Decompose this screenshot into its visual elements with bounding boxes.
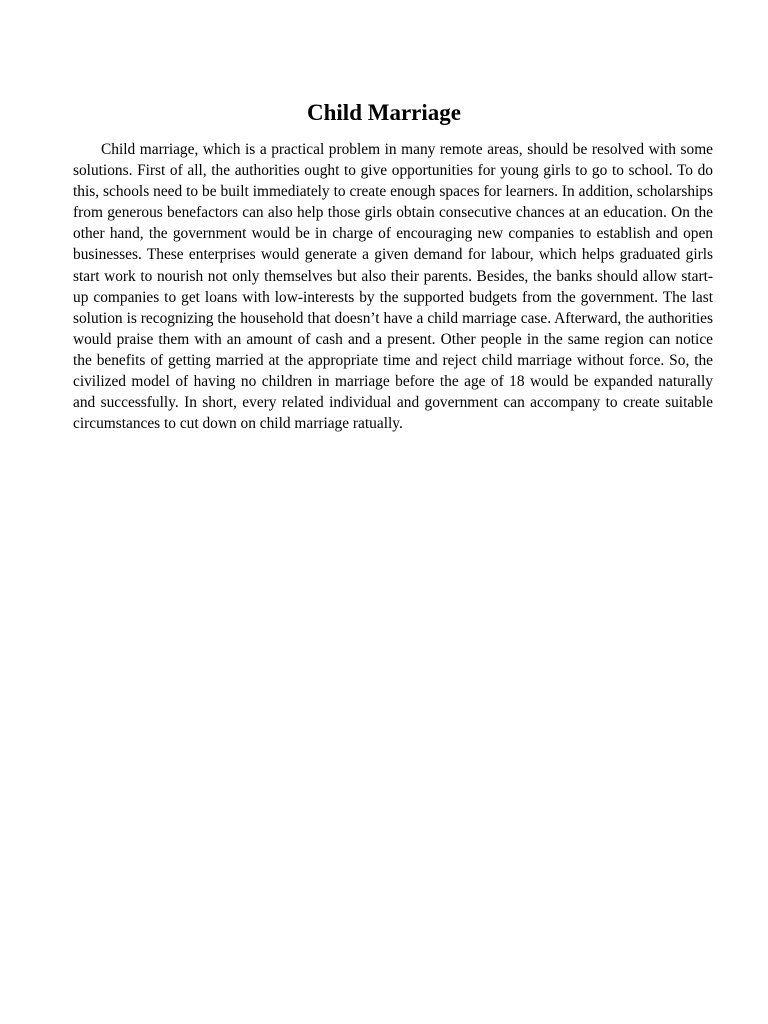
- document-title: Child Marriage: [307, 100, 461, 125]
- essay-paragraph: Child marriage, which is a practical problem in many remote areas, should be resolved with some solutions. First of all, the authorities ought to give opportunities for young girls to go to school. To do this, schools need to be built immediately to create enough spaces for learners. In addition, scholarships from generous benefactors can also help those girls obtain consecutive chances at an education. On the other hand, the government would be in charge of encouraging new companies to establish and open businesses. These enterprises would generate a given demand for labour, which helps graduated girls start work to nourish not only themselves but also their parents. Besides, the banks should allow start-up companies to get loans with low-interests by the supported budgets from the government. The last solution is recognizing the household that doesn’t have a child marriage case. Afterward, the authorities would praise them with an amount of cash and a present. Other people in the same region can notice the benefits of getting married at the appropriate time and reject child marriage without force. So, the civilized model of having no children in marriage before the age of 18 would be expanded naturally and successfully. In short, every related individual and government can accompany to create suitable circumstances to cut down on child marriage ratually.: [73, 141, 713, 433]
